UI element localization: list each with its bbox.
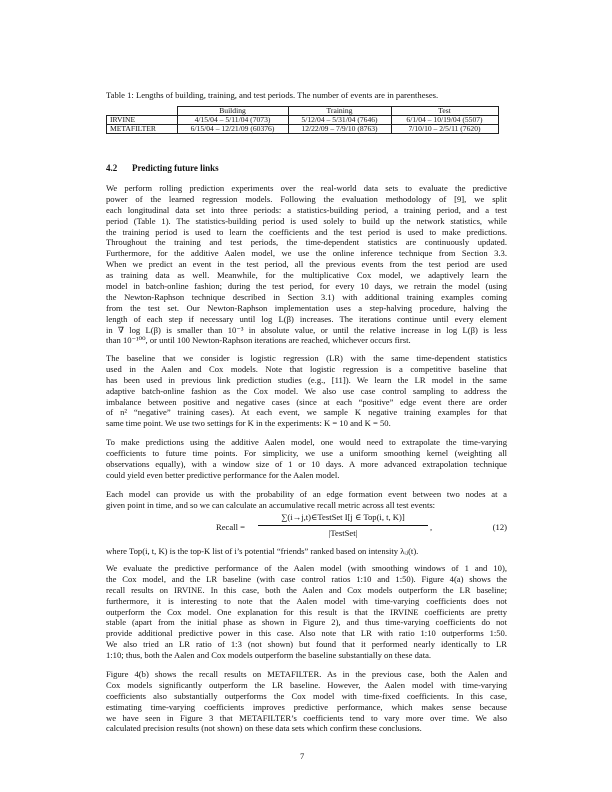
- paragraph: [106, 353, 507, 429]
- text-line: When we predict an event in the test period, all the previous events from the test period are used: [106, 259, 507, 270]
- text-line: provide additional predictive power in this case. Also note that LR with ratio 1:10 outperforms 1:50.: [106, 628, 507, 639]
- text-line: coefficients to future time points. For simplicity, we use a uniform smoothing kernel (weighting all: [106, 447, 507, 458]
- paragraph: [106, 546, 507, 557]
- table-header-cell: Building: [177, 107, 288, 116]
- text-line: than 10⁻¹⁰⁰, or until 100 Newton-Raphson iterations are reached, whichever occurs first.: [106, 335, 411, 346]
- text-line: each longitudinal data set into three periods: a statistics-building period, a training period, and a test: [106, 204, 507, 215]
- text-line: where Top(i, t, K) is the top-K list of i’s potential “friends” ranked based on intensity λᵢⱼ(t).: [106, 546, 419, 556]
- table-row: [107, 125, 499, 134]
- text-line: We evaluate the predictive performance of the Aalen model (with smoothing windows of 1 and 10),: [106, 563, 507, 573]
- text-line: To make predictions using the additive Aalen model, one would need to extrapolate the time-varying: [106, 437, 507, 447]
- table-cell: 4/15/04 – 5/11/04 (7073): [177, 116, 288, 125]
- text-line: calculated precision results (not shown) on these data sets which confirm these conclusions.: [106, 723, 422, 734]
- text-line: the Cox model, and the LR baseline (with case control ratios 1:10 and 1:50). Figure 4(a) shows the: [106, 573, 507, 584]
- text-line: same time point. We use two settings for K in the experiments: K = 10 and K = 50.: [106, 418, 391, 429]
- text-line: length of each step if necessary until log L(β) increases. The iterations continue until every element: [106, 313, 507, 324]
- equation-lhs: Recall =: [216, 522, 245, 532]
- text-line: in ∇ log L(β) is smaller than 10⁻³ in absolute value, or until the relative increase in log L(β) is less: [106, 324, 507, 335]
- section-title: Predicting future links: [132, 163, 219, 173]
- equation-denominator: |TestSet|: [328, 528, 358, 538]
- section-number: 4.2: [106, 163, 118, 173]
- text-line: stable (apart from the initial phase as shown in Figure 2), and thus time-varying coefficients do not: [106, 617, 507, 628]
- text-line: Throughout the training and test periods, the time-dependent statistics are continuously updated.: [106, 237, 507, 248]
- table-cell: IRVINE: [107, 116, 178, 125]
- periods-table: [106, 106, 499, 134]
- section-heading: [106, 163, 219, 173]
- table-cell: METAFILTER: [107, 125, 178, 134]
- text-line: of n² “negative” training cases). At each event, we sample K negative training examples for that: [106, 407, 507, 418]
- table-header-cell: Training: [288, 107, 391, 116]
- text-line: power of the learned regression models. Following the evaluation methodology of [9], we split: [106, 193, 507, 204]
- text-line: We also tried an LR ratio of 1:3 (not shown) but found that it performed nearly identically to LR: [106, 639, 507, 650]
- paragraph: [106, 183, 507, 346]
- text-line: Each model can provide us with the probability of an edge formation event between two nodes at a: [106, 489, 507, 499]
- text-line: 1:10; thus, both the Aalen and Cox models outperform the baseline substantially on these data.: [106, 650, 432, 661]
- paragraph: [106, 437, 507, 481]
- text-line: recall results on IRVINE. In this case, both the Aalen and Cox models outperform the LR baseline;: [106, 584, 507, 595]
- text-line: adaptive batch-online fashion as the Cox model. We also use case control sampling to address the: [106, 385, 507, 396]
- table-cell: 12/22/09 – 7/9/10 (8763): [288, 125, 391, 134]
- text-line: Cox models significantly outperform the LR baseline. However, the Aalen model with time-varying: [106, 679, 507, 690]
- text-line: imbalance between positive and negative cases (since at each “positive” edge event there are order: [106, 396, 507, 407]
- text-line: The baseline that we consider is logistic regression (LR) with the same time-dependent statistics: [106, 353, 507, 363]
- recall-equation: [106, 510, 507, 546]
- equation-number: (12): [492, 522, 507, 532]
- text-line: model in batch-online fashion; during the test period, for every 10 days, we retrain the model (using: [106, 281, 507, 292]
- text-line: has been used in previous link prediction studies (e.g., [11]). We learn the LR model in the same: [106, 374, 507, 385]
- text-line: furthermore, it is interesting to note that the Aalen model with time-varying coefficients does not: [106, 595, 507, 606]
- equation-fraction: [258, 512, 428, 538]
- paragraph: [106, 489, 507, 511]
- paragraph: [106, 669, 507, 734]
- table-header-cell: Test: [391, 107, 498, 116]
- equation-comma: ,: [430, 522, 433, 532]
- table-cell: 5/12/04 – 5/31/04 (7646): [288, 116, 391, 125]
- paragraph: [106, 563, 507, 661]
- text-line: outperform the Cox model. One explanation for this result is that the IRVINE coefficients are pretty: [106, 606, 507, 617]
- text-line: from the test set. Our Newton-Raphson implementation uses a step-halving procedure, halving the: [106, 302, 507, 313]
- equation-numerator: ∑(i→j,t)∈TestSet I[j ∈ Top(i, t, K)]: [258, 512, 428, 526]
- text-line: period (Table 1). The statistics-building period is used solely to build up the network statistics, while: [106, 215, 507, 226]
- text-line: Furthermore, for the additive Aalen model, we use the online inference technique from Section 3.3.: [106, 248, 507, 259]
- text-line: could yield even better predictive performance for the Aalen model.: [106, 469, 340, 480]
- page-number: 7: [300, 751, 305, 761]
- text-line: used in the Aalen and Cox models. Note that logistic regression is a competitive baseline that: [106, 363, 507, 374]
- text-line: estimating time-varying coefficients improves predictive performance, which makes sense because: [106, 701, 507, 712]
- table-caption: Table 1: Lengths of building, training, and test periods. The number of events are in parentheses.: [106, 90, 439, 100]
- text-line: coefficients also substantially outperforms the Cox model with time-fixed coefficients. In this case,: [106, 690, 507, 701]
- text-line: Figure 4(b) shows the recall results on METAFILTER. As in the previous case, both the Aalen and: [106, 669, 507, 679]
- text-line: as training data as well. Meanwhile, for the multiplicative Cox model, we adaptively learn the: [106, 270, 507, 281]
- text-line: observations equally), with a window size of 1 or 10 days. A more advanced extrapolation technique: [106, 458, 507, 469]
- text-line: given point in time, and so we can calculate an accumulative recall metric across all test events:: [106, 499, 436, 510]
- table-cell: 6/15/04 – 12/21/09 (60376): [177, 125, 288, 134]
- text-line: We perform rolling prediction experiments over the real-world data sets to evaluate the predictive: [106, 183, 507, 193]
- table-cell: 7/10/10 – 2/5/11 (7620): [391, 125, 498, 134]
- text-line: we have seen in Figure 3 that METAFILTER’s coefficients tend to vary more over time. We also: [106, 712, 507, 723]
- table-cell: 6/1/04 – 10/19/04 (5507): [391, 116, 498, 125]
- text-line: the Newton-Raphson technique described in Section 3.1) with additional training examples coming: [106, 291, 507, 302]
- text-line: the training period is used to learn the coefficients and the test period is used to make predictions.: [106, 226, 507, 237]
